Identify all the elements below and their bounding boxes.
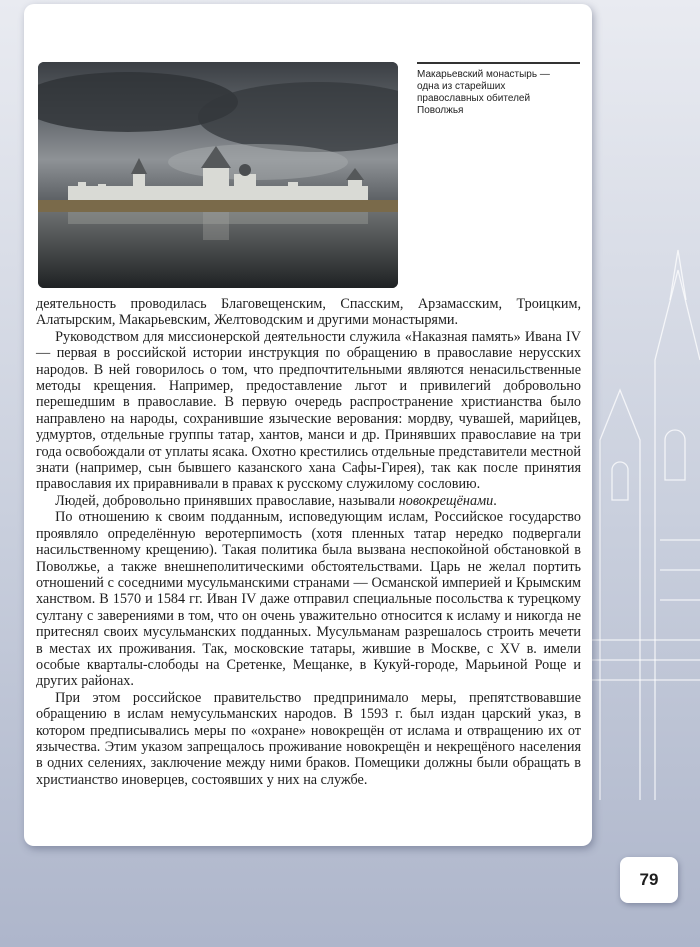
term-novokreshchyony: новокрещёнами <box>398 492 494 509</box>
paragraph: По отношению к своим подданным, исповедующим ислам, Российское государство проявляло определённую веротерпимость (хотя пленных татар нередко подвергали насильственному крещению). Такая политика была вызвана неспокойной обстановкой в Поволжье, а также внешнеполитическими обстоятельствами. Царь не желал портить отношений с соседними мусульманскими странами — Османской империей и Крымским ханством. В 1570 и 1584 гг. Иван IV даже отправил специальные посольства к турецкому султану с заверениями в том, что он очень уважительно относится к исламу и никогда не притеснял своих мусульманских подданных. Мусульманам разрешалось строить мечети в местах их проживания. Так, московские татары, жившие в Москве, с XV в. имели особые кварталы-слободы на Сретенке, Мещанке, в Кукуй-городе, Марьиной Роще и других районах. <box>36 509 581 690</box>
paragraph: Руководством для миссионерской деятельности служила «Наказная память» Ивана IV — первая в российской истории инструкция по обращению в православие нерусских народов. В ней говорилось о том, что предпочтительными являются ненасильственные методы крещения. Например, предоставление льгот и привилегий добровольно перешедшим в православие. В первую очередь распространение христианства было направлено на народы, сохранившие языческие верования: мордву, чувашей, марийцев, удмуртов, отдельные группы татар, хантов, манси и др. Принявших православие на три года освобождали от уплаты ясака. Охотно крестились отдельные представители местной знати (например, сын бывшего казанского хана Сафы-Гирея), так как после принятия православия их приравнивали в правах к русскому служилому сословию. <box>36 328 581 493</box>
photo-caption <box>417 69 580 117</box>
paragraph: деятельность проводилась Благовещенским, Спасским, Арзамасским, Троицким, Алатырским, Макарьевским, Желтоводским и другими монастырями. <box>36 296 581 329</box>
caption-line: православных обителей <box>417 93 531 104</box>
caption-line: Поволжья <box>417 105 464 116</box>
monastery-photo <box>38 62 398 288</box>
body-text <box>36 296 581 788</box>
paragraph-text: Людей, добровольно принявших православие, называли <box>55 492 399 509</box>
paragraph <box>36 493 581 509</box>
page-number: 79 <box>620 857 678 903</box>
caption-line: одна из старейших <box>417 81 506 92</box>
caption-line: Макарьевский монастырь — <box>417 69 550 80</box>
paragraph: При этом российское правительство предпринимало меры, препятствовавшие обращению в ислам немусульманских народов. В 1593 г. был издан царский указ, в котором предписывались меры по «охране» новокрещён от ислама и отвращению их от язычества. Этим указом запрещалось проживание новокрещён и некрещёного населения в одних селениях, заключение между ними браков. Помещики должны были обращать в христианство иноверцев, состоявших у них на службе. <box>36 689 581 788</box>
textbook-page <box>24 4 592 846</box>
caption-divider <box>417 62 580 64</box>
paragraph-text: . <box>493 492 497 509</box>
